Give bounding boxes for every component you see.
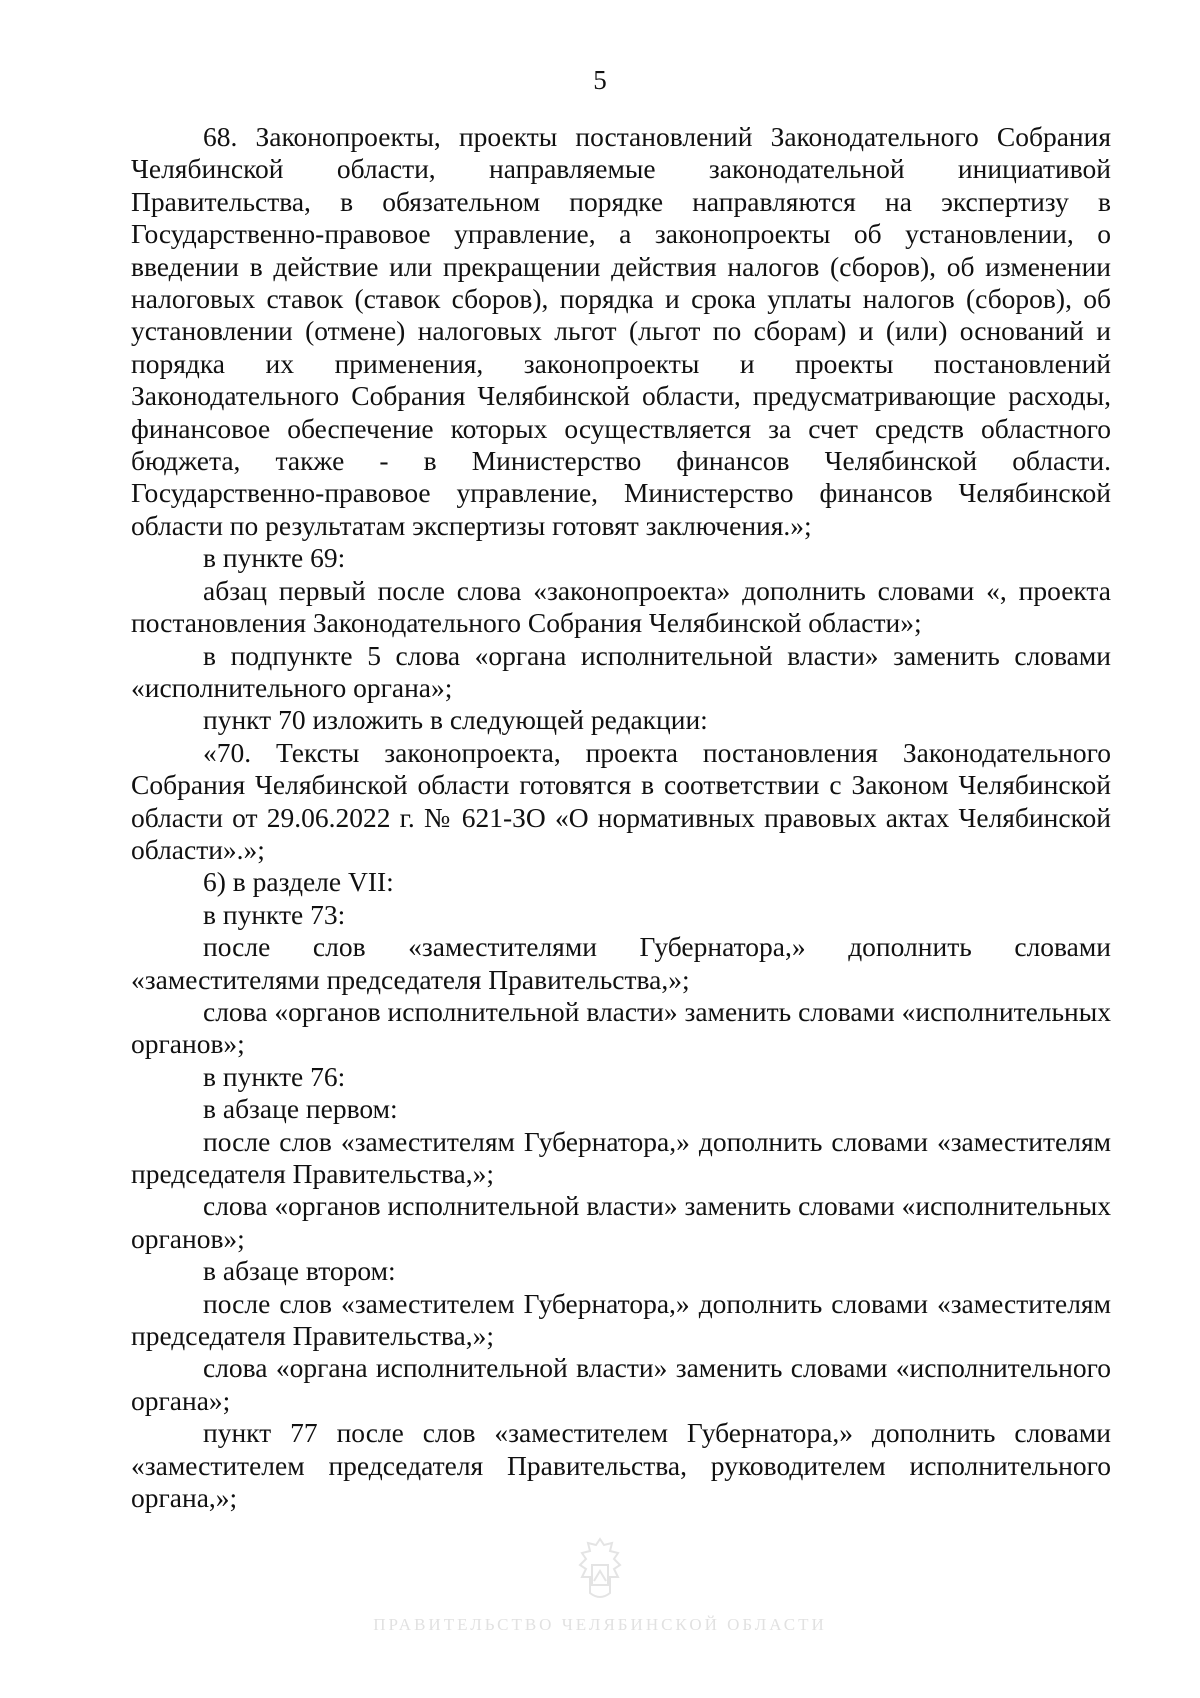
coat-of-arms-icon [570,1535,630,1605]
paragraph-68: 68. Законопроекты, проекты постановлений Законодательного Собрания Челябинской области, направляемые законодательной инициативой Правительства, в обязательном порядке направляются на экспертизу в Государственно-правовое управление, а законопроекты об установлении, о введении в действие или прекращении действия налогов (сборов), об изменении налоговых ставок (ставок сборов), порядка и срока уплаты налогов (сборов), об установлении (отмене) налоговых льгот (льгот по сборам) и (или) оснований и порядка их применения, законопроекты и проекты постановлений Законодательного Собрания Челябинской области, предусматривающие расходы, финансовое обеспечение которых осуществляется за счет средств областного бюджета, также - в Министерство финансов Челябинской области. Государственно-правовое управление, Министерство финансов Челябинской области по результатам экспертизы готовят заключения.»; [131,121,1111,541]
paragraph-69-sub5: в подпункте 5 слова «органа исполнительной власти» заменить словами «исполнительного органа»; [131,639,1111,703]
paragraph-73-a: после слов «заместителями Губернатора,» дополнить словами «заместителями председателя Правительства,»; [131,931,1111,995]
paragraph-76-second-header: в абзаце втором: [203,1255,396,1287]
paragraph-76-first-b: слова «органов исполнительной власти» заменить словами «исполнительных органов»; [131,1190,1111,1254]
paragraph-section-7: 6) в разделе VII: [203,866,394,898]
paragraph-76-first-a: после слов «заместителям Губернатора,» дополнить словами «заместителям председателя Правительства,»; [131,1125,1111,1189]
paragraph-76-first-header: в абзаце первом: [203,1093,398,1125]
paragraph-76-second-b: слова «органа исполнительной власти» заменить словами «исполнительного органа»; [131,1352,1111,1416]
paragraph-item-69: в пункте 69: [203,542,346,574]
paragraph-item-76: в пункте 76: [203,1060,346,1092]
paragraph-77: пункт 77 после слов «заместителем Губернатора,» дополнить словами «заместителем председателя Правительства, руководителем исполнительного органа,»; [131,1417,1111,1514]
page-number: 5 [593,65,607,95]
paragraph-69-first: абзац первый после слова «законопроекта» дополнить словами «, проекта постановления Законодательного Собрания Челябинской области»; [131,574,1111,639]
paragraph-73-b: слова «органов исполнительной власти» заменить словами «исполнительных органов»; [131,995,1111,1060]
paragraph-70-text: «70. Тексты законопроекта, проекта постановления Законодательного Собрания Челябинской области готовятся в соответствии с Законом Челябинской области от 29.06.2022 г. № 621-ЗО «О нормативных правовых актах Челябинской области».»; [131,736,1111,865]
document-body [131,121,1111,1514]
paragraph-item-73: в пункте 73: [203,898,346,930]
seal-caption: ПРАВИТЕЛЬСТВО ЧЕЛЯБИНСКОЙ ОБЛАСТИ [373,1615,827,1634]
paragraph-70-intro: пункт 70 изложить в следующей редакции: [203,704,708,736]
paragraph-76-second-a: после слов «заместителем Губернатора,» дополнить словами «заместителям председателя Правительства,»; [131,1287,1111,1352]
